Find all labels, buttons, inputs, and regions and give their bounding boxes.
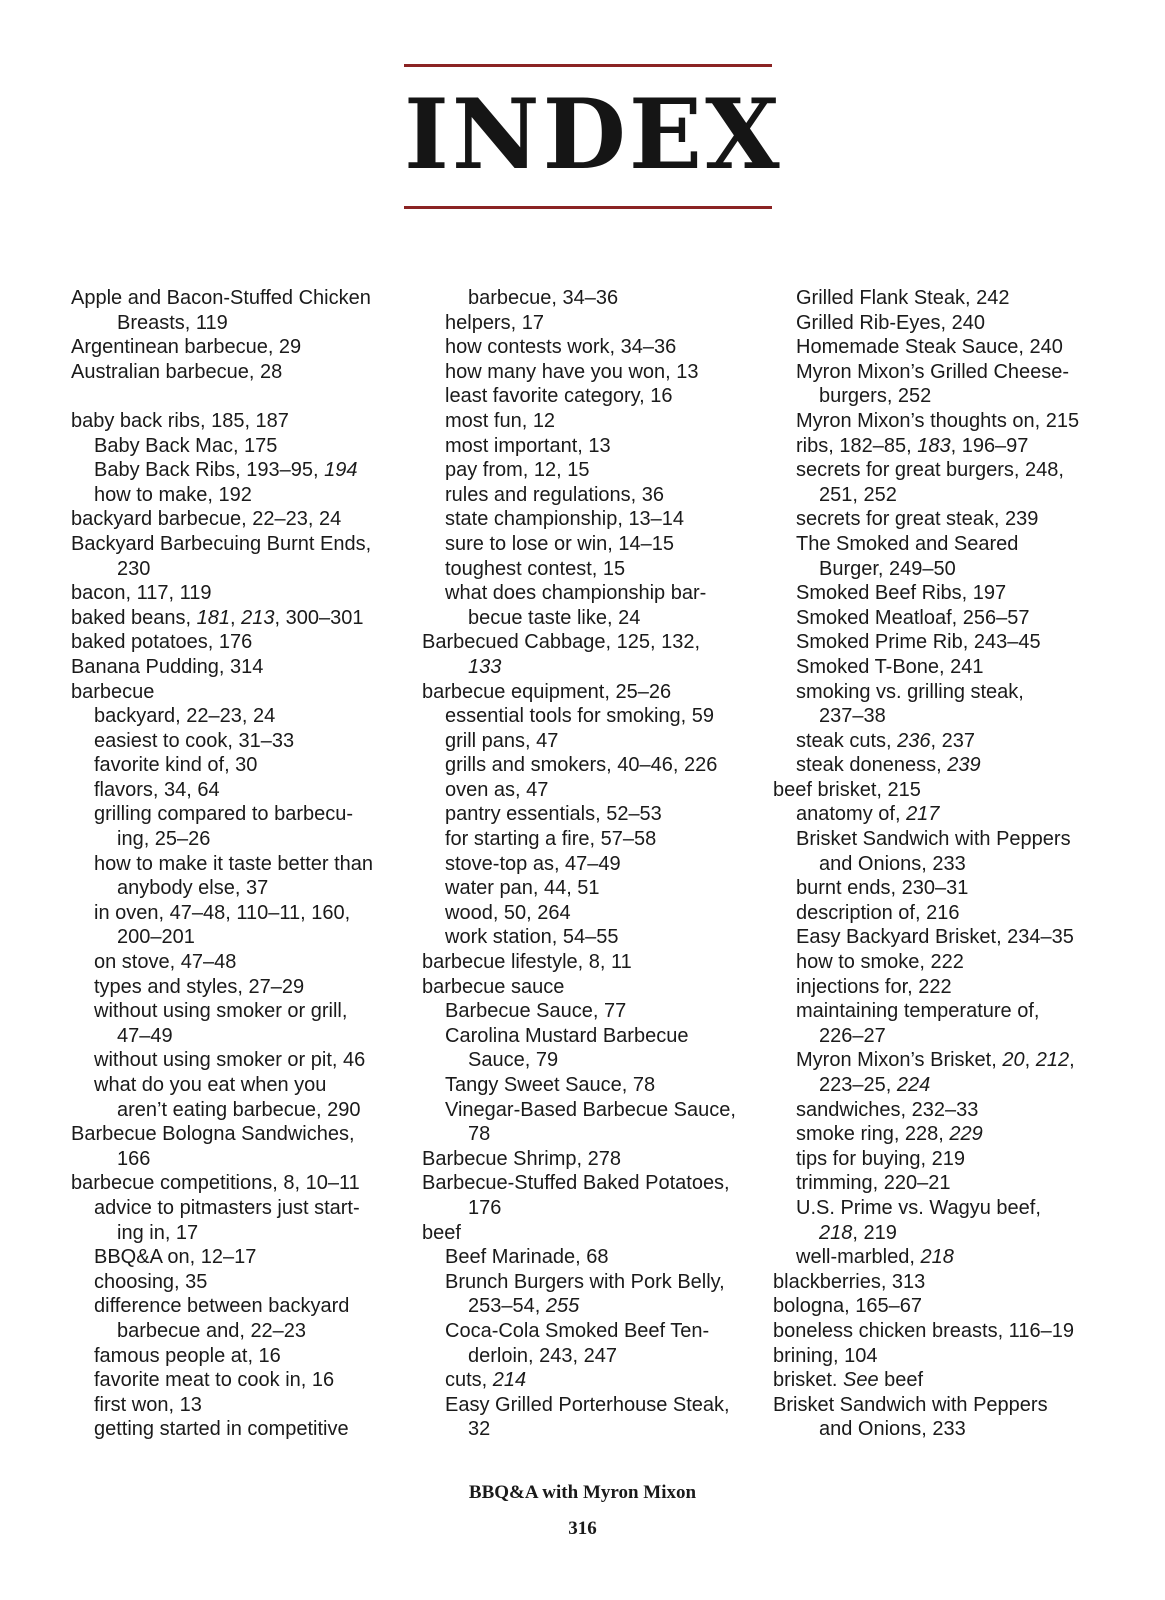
- index-subentry: Baby Back Mac, 175: [94, 434, 278, 457]
- index-subentry: difference between backyard: [94, 1295, 350, 1318]
- index-subentry: Sauce, 79: [468, 1049, 559, 1072]
- index-entry: Barbecue-Stuffed Baked Potatoes,: [422, 1172, 730, 1195]
- index-subentry: 47–49: [117, 1024, 173, 1047]
- index-subentry: burgers, 252: [819, 385, 932, 408]
- index-subentry: Carolina Mustard Barbecue: [445, 1024, 689, 1047]
- index-subentry: 32: [468, 1418, 491, 1441]
- index-subentry: becue taste like, 24: [468, 606, 641, 629]
- index-subentry: tips for buying, 219: [796, 1147, 965, 1170]
- index-subentry: how to make it taste better than: [94, 852, 374, 875]
- entry-spacer: [71, 384, 401, 409]
- index-subentry: 253–54, 255: [468, 1295, 580, 1318]
- index-column-3: [773, 286, 1113, 1442]
- index-subentry: smoke ring, 228, 229: [796, 1123, 983, 1146]
- index-entry: barbecue: [71, 680, 155, 703]
- index-subentry: flavors, 34, 64: [94, 778, 220, 801]
- index-subentry: derloin, 243, 247: [468, 1344, 618, 1367]
- index-subentry: in oven, 47–48, 110–11, 160,: [94, 901, 351, 924]
- index-subentry: Smoked Beef Ribs, 197: [796, 582, 1007, 605]
- index-subentry: favorite kind of, 30: [94, 754, 258, 777]
- index-subentry: 200–201: [117, 926, 195, 949]
- index-subentry: steak doneness, 239: [796, 754, 981, 777]
- index-subentry: work station, 54–55: [445, 926, 619, 949]
- index-entry: baby back ribs, 185, 187: [71, 409, 289, 432]
- index-subentry: Brisket Sandwich with Peppers: [796, 828, 1071, 851]
- index-subentry: stove-top as, 47–49: [445, 852, 621, 875]
- index-subentry: backyard, 22–23, 24: [94, 705, 276, 728]
- page-number: 316: [568, 1518, 597, 1539]
- index-subentry: Vinegar-Based Barbecue Sauce,: [445, 1098, 736, 1121]
- index-subentry: how to make, 192: [94, 483, 252, 506]
- index-subentry: first won, 13: [94, 1393, 202, 1416]
- index-subentry: barbecue and, 22–23: [117, 1319, 307, 1342]
- index-subentry: injections for, 222: [796, 975, 952, 998]
- index-subentry: 251, 252: [819, 483, 897, 506]
- index-subentry: 226–27: [819, 1024, 886, 1047]
- index-subentry: aren’t eating barbecue, 290: [117, 1098, 361, 1121]
- index-subentry: grills and smokers, 40–46, 226: [445, 754, 718, 777]
- index-subentry: without using smoker or grill,: [94, 1000, 348, 1023]
- index-entry: Barbecue Shrimp, 278: [422, 1147, 622, 1170]
- index-subentry: ing, 25–26: [117, 828, 211, 851]
- index-subentry: BBQ&A on, 12–17: [94, 1246, 257, 1269]
- index-subentry: Barbecue Sauce, 77: [445, 1000, 627, 1023]
- index-entry: Brisket Sandwich with Peppers: [773, 1393, 1048, 1416]
- index-subentry: and Onions, 233: [819, 852, 966, 875]
- index-subentry: anatomy of, 217: [796, 803, 940, 826]
- index-subentry: 133: [468, 655, 502, 678]
- index-subentry: pay from, 12, 15: [445, 459, 590, 482]
- index-subentry: essential tools for smoking, 59: [445, 705, 715, 728]
- index-subentry: 78: [468, 1123, 491, 1146]
- index-subentry: least favorite category, 16: [445, 385, 673, 408]
- index-subentry: grilling compared to barbecu-: [94, 803, 354, 826]
- index-entry: baked beans, 181, 213, 300–301: [71, 606, 364, 629]
- index-subentry: Grilled Rib-Eyes, 240: [796, 311, 985, 334]
- index-subentry: 223–25, 224: [819, 1074, 931, 1096]
- index-entry: barbecue competitions, 8, 10–11: [71, 1172, 360, 1195]
- index-subentry: Smoked Meatloaf, 256–57: [796, 606, 1030, 629]
- index-subentry: how many have you won, 13: [445, 360, 699, 383]
- index-entry: Banana Pudding, 314: [71, 655, 264, 678]
- index-entry: beef: [422, 1221, 461, 1244]
- index-subentry: easiest to cook, 31–33: [94, 729, 295, 752]
- index-subentry: what does championship bar-: [445, 582, 707, 605]
- index-subentry: Baby Back Ribs, 193–95, 194: [94, 459, 358, 482]
- index-subentry: what do you eat when you: [94, 1074, 327, 1096]
- index-subentry: trimming, 220–21: [796, 1172, 951, 1195]
- index-subentry: advice to pitmasters just start-: [94, 1196, 360, 1219]
- index-subentry: for starting a fire, 57–58: [445, 828, 657, 851]
- index-subentry: secrets for great steak, 239: [796, 508, 1039, 531]
- index-subentry: favorite meat to cook in, 16: [94, 1369, 335, 1392]
- index-subentry: Easy Backyard Brisket, 234–35: [796, 926, 1074, 949]
- index-subentry: Breasts, 119: [117, 311, 228, 334]
- index-entry: Backyard Barbecuing Burnt Ends,: [71, 532, 372, 555]
- index-entry: barbecue lifestyle, 8, 11: [422, 951, 632, 974]
- index-subentry: 176: [468, 1196, 502, 1219]
- index-subentry: Homemade Steak Sauce, 240: [796, 336, 1063, 359]
- index-subentry: 166: [117, 1147, 151, 1170]
- index-subentry: Brunch Burgers with Pork Belly,: [445, 1270, 725, 1293]
- index-subentry: Tangy Sweet Sauce, 78: [445, 1074, 656, 1096]
- index-entry: beef brisket, 215: [773, 778, 921, 801]
- index-subentry: famous people at, 16: [94, 1344, 281, 1367]
- index-subentry: on stove, 47–48: [94, 951, 237, 974]
- index-subentry: getting started in competitive: [94, 1418, 349, 1441]
- index-subentry: secrets for great burgers, 248,: [796, 459, 1064, 482]
- page-title: INDEX: [404, 78, 783, 191]
- index-subentry: pantry essentials, 52–53: [445, 803, 662, 826]
- index-subentry: Burger, 249–50: [819, 557, 956, 580]
- index-subentry: 230: [117, 557, 151, 580]
- index-subentry: oven as, 47: [445, 778, 549, 801]
- index-subentry: sure to lose or win, 14–15: [445, 532, 675, 555]
- index-subentry: 218, 219: [819, 1221, 897, 1244]
- index-subentry: most fun, 12: [445, 409, 556, 432]
- index-subentry: without using smoker or pit, 46: [94, 1049, 366, 1072]
- index-column-1: [71, 286, 401, 1442]
- index-entry: baked potatoes, 176: [71, 631, 253, 654]
- index-subentry: how to smoke, 222: [796, 951, 964, 974]
- index-subentry: toughest contest, 15: [445, 557, 626, 580]
- index-entry: barbecue sauce: [422, 975, 565, 998]
- index-subentry: anybody else, 37: [117, 877, 269, 900]
- index-subentry: sandwiches, 232–33: [796, 1098, 979, 1121]
- title-rule-top: [404, 64, 772, 67]
- index-subentry: smoking vs. grilling steak,: [796, 680, 1024, 703]
- index-subentry: Myron Mixon’s Grilled Cheese-: [796, 360, 1070, 383]
- index-subentry: The Smoked and Seared: [796, 532, 1019, 555]
- index-subentry: Myron Mixon’s thoughts on, 215: [796, 409, 1080, 432]
- index-subentry: how contests work, 34–36: [445, 336, 677, 359]
- index-subentry: water pan, 44, 51: [445, 877, 600, 900]
- index-subentry: grill pans, 47: [445, 729, 559, 752]
- index-subentry: rules and regulations, 36: [445, 483, 665, 506]
- index-subentry: types and styles, 27–29: [94, 975, 305, 998]
- index-entry: Argentinean barbecue, 29: [71, 336, 302, 359]
- index-entry: Barbecued Cabbage, 125, 132,: [422, 631, 700, 654]
- index-subentry: steak cuts, 236, 237: [796, 729, 976, 752]
- index-subentry: helpers, 17: [445, 311, 544, 334]
- index-subentry: state championship, 13–14: [445, 508, 685, 531]
- index-subentry: ing in, 17: [117, 1221, 199, 1244]
- index-subentry: Easy Grilled Porterhouse Steak,: [445, 1393, 730, 1416]
- index-subentry: well-marbled, 218: [796, 1246, 954, 1269]
- index-subentry: description of, 216: [796, 901, 960, 924]
- footer-book-title: BBQ&A with Myron Mixon: [468, 1482, 697, 1503]
- index-entry: backyard barbecue, 22–23, 24: [71, 508, 342, 531]
- index-subentry: wood, 50, 264: [445, 901, 571, 924]
- title-rule-bottom: [404, 206, 772, 209]
- index-subentry: Myron Mixon’s Brisket, 20, 212,: [796, 1049, 1075, 1072]
- index-subentry: burnt ends, 230–31: [796, 877, 969, 900]
- index-entry: bacon, 117, 119: [71, 582, 212, 605]
- index-entry: brisket. See beef: [773, 1369, 924, 1392]
- index-subentry: Smoked T-Bone, 241: [796, 655, 984, 678]
- index-entry: brining, 104: [773, 1344, 878, 1367]
- index-entry: Apple and Bacon-Stuffed Chicken: [71, 287, 371, 309]
- index-subentry: Beef Marinade, 68: [445, 1246, 609, 1269]
- index-entry: Barbecue Bologna Sandwiches,: [71, 1123, 355, 1146]
- index-subentry: 237–38: [819, 705, 886, 728]
- index-entry: bologna, 165–67: [773, 1295, 923, 1318]
- index-entry: Australian barbecue, 28: [71, 360, 283, 383]
- index-subentry: barbecue, 34–36: [468, 287, 619, 309]
- index-subentry: most important, 13: [445, 434, 611, 457]
- index-column-2: [422, 286, 747, 1442]
- index-subentry: maintaining temperature of,: [796, 1000, 1040, 1023]
- index-entry: boneless chicken breasts, 116–19: [773, 1319, 1074, 1342]
- index-subentry: cuts, 214: [445, 1369, 527, 1392]
- index-subentry: Grilled Flank Steak, 242: [796, 287, 1010, 309]
- index-subentry: ribs, 182–85, 183, 196–97: [796, 434, 1029, 457]
- index-subentry: choosing, 35: [94, 1270, 208, 1293]
- index-subentry: Coca-Cola Smoked Beef Ten-: [445, 1319, 710, 1342]
- index-subentry: Smoked Prime Rib, 243–45: [796, 631, 1041, 654]
- index-entry: barbecue equipment, 25–26: [422, 680, 672, 703]
- index-entry: blackberries, 313: [773, 1270, 926, 1293]
- index-subentry: U.S. Prime vs. Wagyu beef,: [796, 1196, 1041, 1219]
- index-subentry: and Onions, 233: [819, 1418, 966, 1441]
